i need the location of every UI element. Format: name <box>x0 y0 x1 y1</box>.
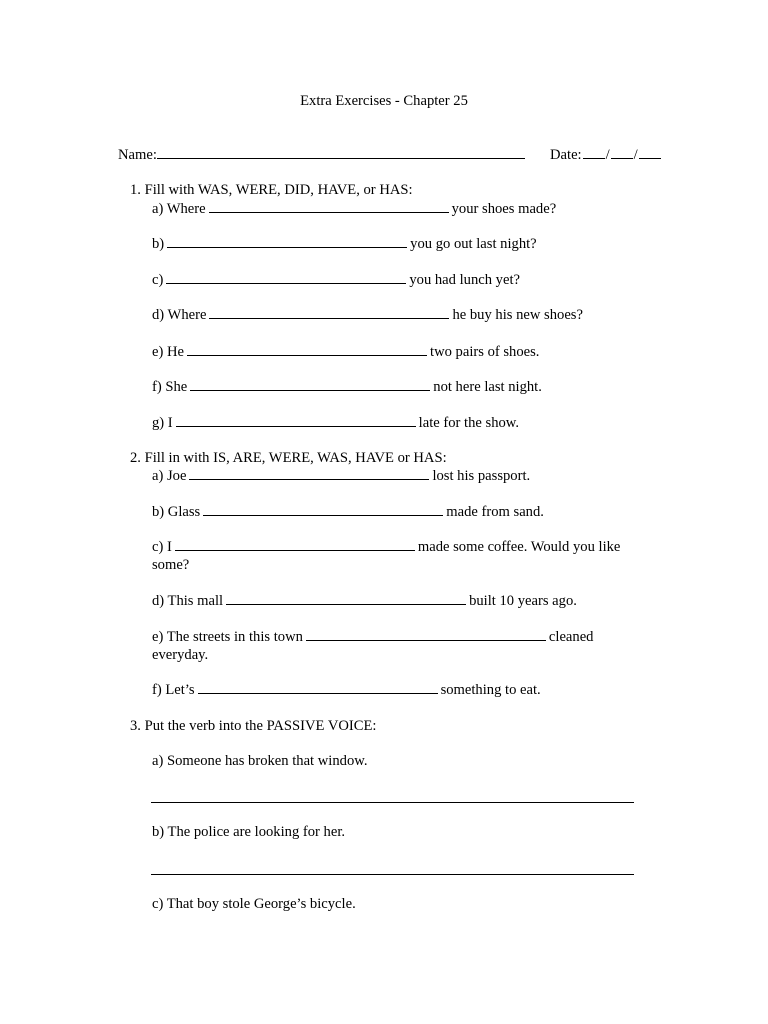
list-item: f) She not here last night. <box>152 379 542 395</box>
name-blank[interactable] <box>157 157 525 159</box>
list-item: e) He two pairs of shoes. <box>152 344 540 360</box>
list-item: d) This mall built 10 years ago. <box>152 593 577 609</box>
list-item: e) The streets in this town cleaned <box>152 629 594 645</box>
list-item: a) Someone has broken that window. <box>152 753 368 769</box>
answer-blank[interactable] <box>190 389 430 391</box>
date-separator: / <box>605 147 610 163</box>
answer-blank[interactable] <box>226 603 466 605</box>
section-1-heading: 1. Fill with WAS, WERE, DID, HAVE, or HAS: <box>130 182 413 198</box>
answer-blank[interactable] <box>176 425 416 427</box>
answer-blank[interactable] <box>187 354 427 356</box>
answer-blank[interactable] <box>209 211 449 213</box>
date-month-blank[interactable] <box>611 157 633 159</box>
answer-blank[interactable] <box>209 317 449 319</box>
section-3-heading: 3. Put the verb into the PASSIVE VOICE: <box>130 718 377 734</box>
answer-line[interactable] <box>151 874 634 875</box>
answer-blank[interactable] <box>306 639 546 641</box>
list-item-continuation: everyday. <box>152 647 209 663</box>
date-line <box>550 146 662 164</box>
date-year-blank[interactable] <box>639 157 661 159</box>
page-title: Extra Exercises - Chapter 25 <box>300 93 468 109</box>
date-separator: / <box>633 147 638 163</box>
list-item: g) I late for the show. <box>152 415 520 431</box>
list-item: c) That boy stole George’s bicycle. <box>152 896 356 912</box>
list-item: f) Let’s something to eat. <box>152 682 541 698</box>
list-item: a) Where your shoes made? <box>152 201 557 217</box>
list-item-continuation: some? <box>152 557 190 573</box>
list-item: b) Glass made from sand. <box>152 504 544 520</box>
list-item: b) you go out last night? <box>152 236 537 252</box>
answer-blank[interactable] <box>189 478 429 480</box>
date-day-blank[interactable] <box>583 157 605 159</box>
list-item: a) Joe lost his passport. <box>152 468 531 484</box>
answer-blank[interactable] <box>203 514 443 516</box>
section-2-heading: 2. Fill in with IS, ARE, WERE, WAS, HAVE or HAS: <box>130 450 447 466</box>
list-item: c) I made some coffee. Would you like <box>152 539 621 555</box>
list-item: d) Where he buy his new shoes? <box>152 307 583 323</box>
answer-blank[interactable] <box>167 246 407 248</box>
list-item: b) The police are looking for her. <box>152 824 346 840</box>
answer-line[interactable] <box>151 802 634 803</box>
answer-blank[interactable] <box>198 692 438 694</box>
list-item: c) you had lunch yet? <box>152 272 520 288</box>
name-label: Name: <box>118 147 157 163</box>
name-line <box>118 146 528 164</box>
date-label: Date: <box>550 147 582 163</box>
answer-blank[interactable] <box>166 282 406 284</box>
answer-blank[interactable] <box>175 549 415 551</box>
